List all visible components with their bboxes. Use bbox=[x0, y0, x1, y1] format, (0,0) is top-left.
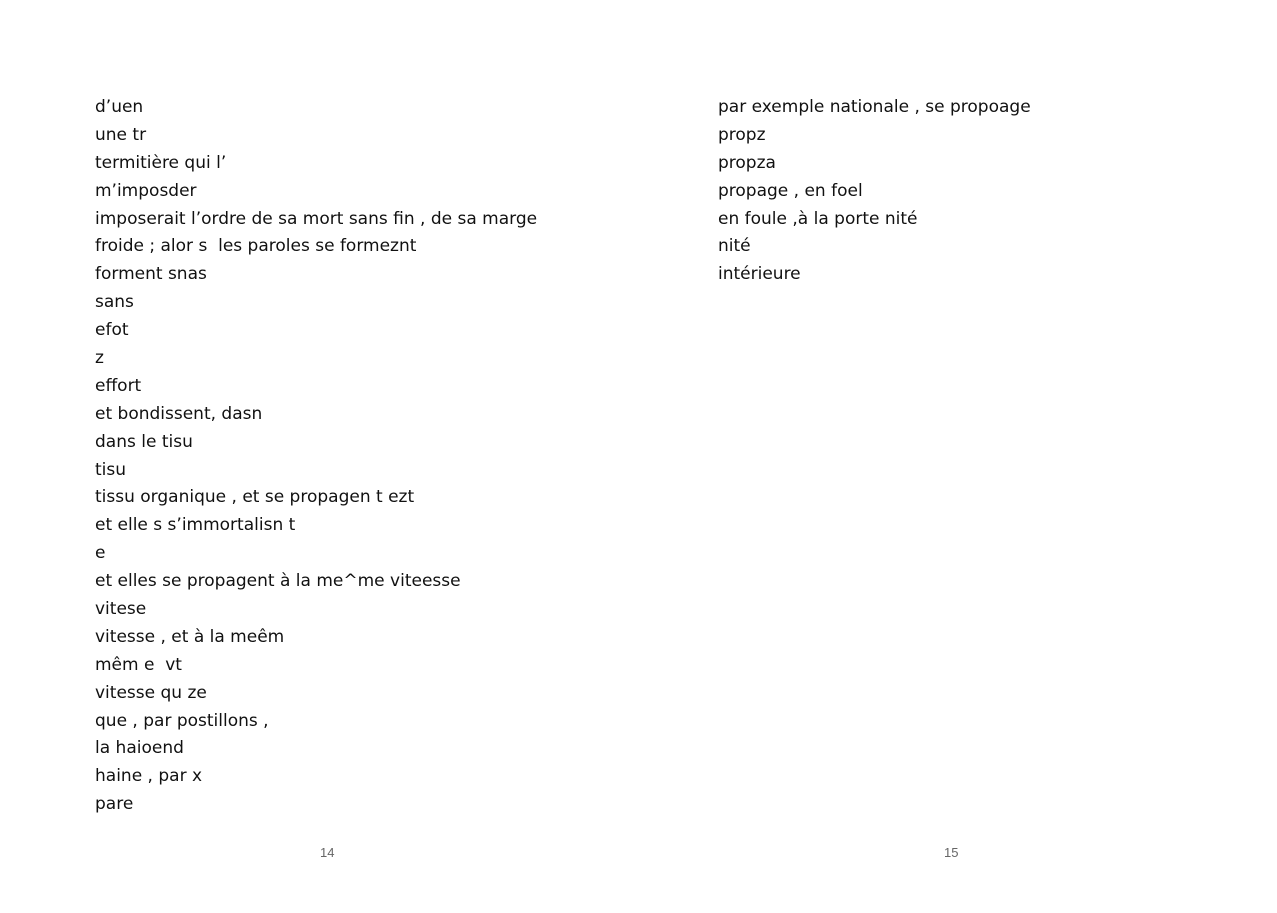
text-line: la haioend bbox=[95, 738, 184, 759]
text-line: que , par postillons , bbox=[95, 710, 269, 731]
text-line: propz bbox=[718, 124, 766, 145]
right-page-text bbox=[718, 94, 1031, 289]
text-line: haine , par x bbox=[95, 766, 203, 787]
text-line: tissu organique , et se propagen t ezt bbox=[95, 487, 415, 508]
text-line: sans bbox=[95, 292, 134, 313]
text-line: intérieure bbox=[718, 264, 801, 285]
text-line: dans le tisu bbox=[95, 431, 193, 452]
text-line: d’uen bbox=[95, 97, 144, 117]
text-line: une tr bbox=[95, 124, 147, 145]
text-line: froide ; alor s les paroles se formeznt bbox=[95, 236, 417, 257]
text-line: et elles se propagent à la me^me viteesse bbox=[95, 571, 461, 592]
left-page-text bbox=[95, 94, 537, 819]
text-line: termitière qui l’ bbox=[95, 152, 227, 173]
page-number-left: 14 bbox=[320, 845, 335, 860]
text-line: forment snas bbox=[95, 264, 207, 285]
text-line: en foule ,à la porte nité bbox=[718, 208, 918, 229]
text-line: z bbox=[95, 348, 104, 369]
text-line: nité bbox=[718, 236, 751, 257]
left-page bbox=[0, 0, 638, 913]
text-line: imposerait l’ordre de sa mort sans fin , de sa marge bbox=[95, 208, 538, 229]
text-line: par exemple nationale , se propoage bbox=[718, 97, 1031, 117]
text-line: propza bbox=[718, 152, 776, 173]
page-number-right: 15 bbox=[944, 845, 959, 860]
right-page bbox=[638, 0, 1277, 913]
text-line: vitesse qu ze bbox=[95, 682, 207, 703]
text-line: effort bbox=[95, 375, 142, 396]
text-line: m’imposder bbox=[95, 180, 197, 201]
text-line: et bondissent, dasn bbox=[95, 403, 263, 424]
text-line: vitese bbox=[95, 599, 147, 620]
text-line: propage , en foel bbox=[718, 180, 863, 201]
text-line: vitesse , et à la meêm bbox=[95, 626, 285, 647]
text-line: et elle s s’immortalisn t bbox=[95, 515, 296, 536]
text-line: pare bbox=[95, 794, 134, 815]
text-line: mêm e vt bbox=[95, 654, 182, 675]
text-line: tisu bbox=[95, 459, 127, 480]
text-line: e bbox=[95, 543, 106, 564]
text-line: efot bbox=[95, 320, 129, 341]
